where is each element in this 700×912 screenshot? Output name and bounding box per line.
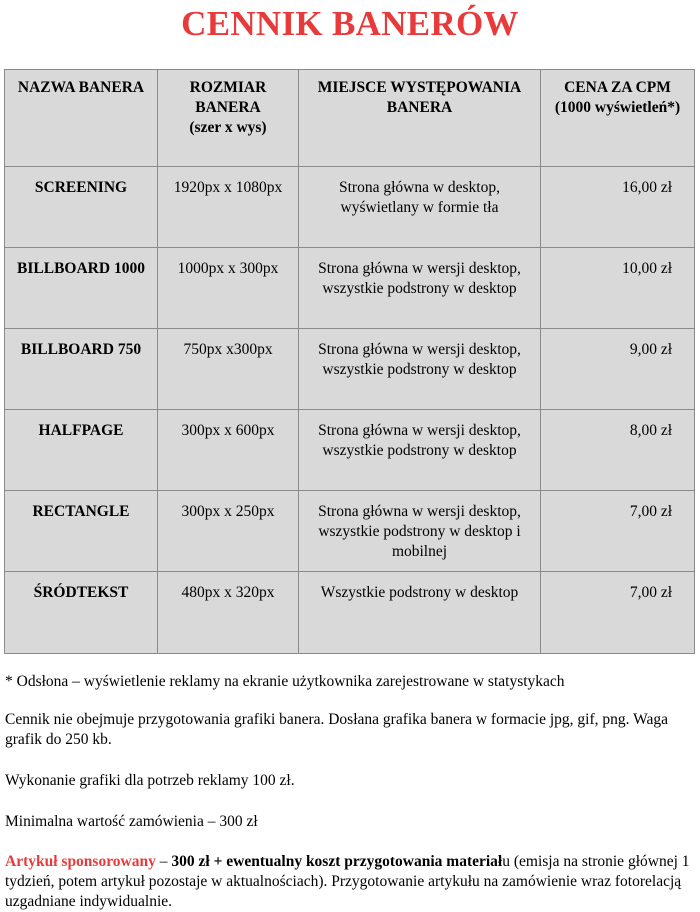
banner-size-cell: 480px x 320px xyxy=(158,572,299,654)
banner-size-cell: 300px x 250px xyxy=(158,491,299,572)
footnote-text: * Odsłona – wyświetlenie reklamy na ekranie użytkownika zarejestrowane w statystykach xyxy=(5,673,565,690)
table-row xyxy=(5,491,695,572)
banner-size-cell: 300px x 600px xyxy=(158,410,299,491)
table-row xyxy=(5,167,695,248)
banner-name-cell: RECTANGLE xyxy=(5,491,158,572)
table-row xyxy=(5,248,695,329)
sponsored-details: u (emisja na stronie głównej 1 tydzień, potem artykuł pozostaje w aktualnościach). Przygotowanie artykułu na zamówienie wraz fotorelacją uzgadniane indywidualnie. xyxy=(5,853,690,910)
banner-price-cell: 8,00 zł xyxy=(541,410,695,491)
banner-name-cell: BILLBOARD 750 xyxy=(5,329,158,410)
sponsored-article-label: Artykuł sponsorowany xyxy=(5,853,156,870)
banner-price-cell: 7,00 zł xyxy=(541,491,695,572)
banner-name-cell: BILLBOARD 1000 xyxy=(5,248,158,329)
banner-placement-cell: Strona główna w desktop, wyświetlany w formie tła xyxy=(299,167,541,248)
header-place-line1: MIEJSCE WYSTĘPOWANIA xyxy=(317,79,522,96)
header-banner-placement xyxy=(299,70,541,167)
minimum-order-note: Minimalna wartość zamówienia – 300 zł xyxy=(5,813,258,830)
table-row xyxy=(5,572,695,654)
header-size-line2: BANERA xyxy=(195,99,261,116)
header-banner-name xyxy=(5,70,158,167)
header-price-line2: (1000 wyświetleń*) xyxy=(554,99,681,116)
banner-name-cell: HALFPAGE xyxy=(5,410,158,491)
header-name-label: NAZWA BANERA xyxy=(17,79,145,96)
table-row xyxy=(5,329,695,410)
banner-name-cell: ŚRÓDTEKST xyxy=(5,572,158,654)
banner-price-cell: 9,00 zł xyxy=(541,329,695,410)
design-price-note: Wykonanie grafiki dla potrzeb reklamy 100 zł. xyxy=(5,772,295,789)
banner-placement-cell: Wszystkie podstrony w desktop xyxy=(299,572,541,654)
header-place-line2: BANERA xyxy=(386,99,453,116)
price-table xyxy=(4,69,695,654)
banner-placement-cell: Strona główna w wersji desktop, wszystkie podstrony w desktop xyxy=(299,248,541,329)
banner-size-cell: 1920px x 1080px xyxy=(158,167,299,248)
banner-price-cell: 16,00 zł xyxy=(541,167,695,248)
graphics-note: Cennik nie obejmuje przygotowania grafiki banera. Dosłana grafika banera w formacie jpg, gif, png. Waga grafik do 250 kb. xyxy=(5,711,669,748)
banner-placement-cell: Strona główna w wersji desktop, wszystkie podstrony w desktop i mobilnej xyxy=(299,491,541,572)
header-size-line1: ROZMIAR xyxy=(189,79,267,96)
sponsored-article-note xyxy=(5,852,695,912)
banner-placement-cell: Strona główna w wersji desktop, wszystkie podstrony w desktop xyxy=(299,329,541,410)
table-header-row xyxy=(5,70,695,167)
banner-placement-cell: Strona główna w wersji desktop, wszystkie podstrony w desktop xyxy=(299,410,541,491)
page-title: CENNIK BANERÓW xyxy=(181,4,519,43)
header-banner-size xyxy=(158,70,299,167)
sponsored-dash: – xyxy=(155,853,172,870)
banner-price-cell: 7,00 zł xyxy=(541,572,695,654)
banner-name-cell: SCREENING xyxy=(5,167,158,248)
table-row xyxy=(5,410,695,491)
sponsored-price: 300 zł + ewentualny koszt przygotowania materiał xyxy=(171,853,503,870)
banner-price-cell: 10,00 zł xyxy=(541,248,695,329)
header-size-line3: (szer x wys) xyxy=(189,119,267,136)
header-price-line1: CENA ZA CPM xyxy=(564,79,671,96)
banner-size-cell: 1000px x 300px xyxy=(158,248,299,329)
header-cpm-price xyxy=(541,70,695,167)
banner-size-cell: 750px x300px xyxy=(158,329,299,410)
